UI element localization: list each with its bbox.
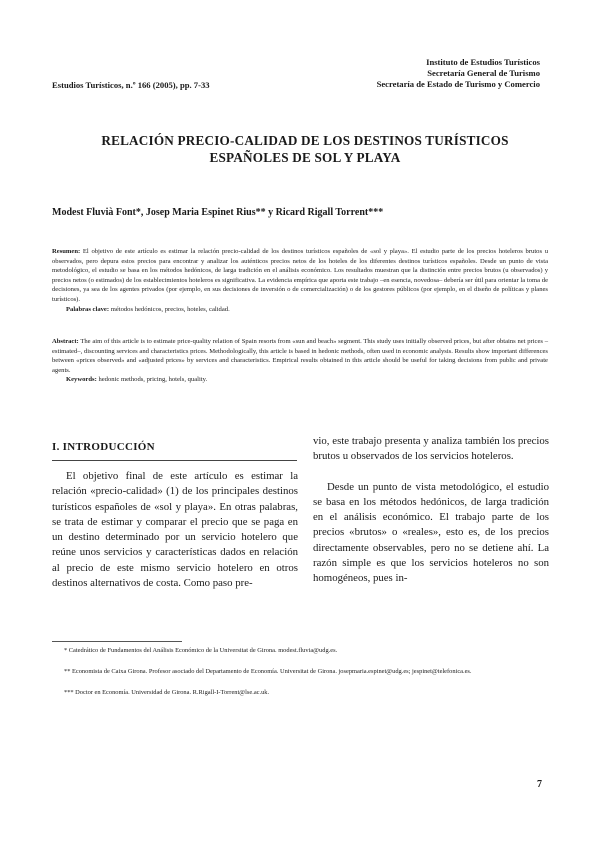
title-line: ESPAÑOLES DE SOL Y PLAYA <box>209 150 401 165</box>
publisher-line: Secretaría de Estado de Turismo y Comercio <box>376 79 540 90</box>
abstract-block <box>52 337 548 385</box>
publisher-line: Instituto de Estudios Turísticos <box>426 57 540 67</box>
body-paragraph: El objetivo final de este artículo es estimar la relación «precio-calidad» (1) de los principales destinos turísticos españoles de «sol y playa». En otras palabras, se trata de estimar y comparar el precio que se paga en un destino determinado por un servicio hotelero que reúne unos servicios y características dados en relación al precio de este mismo servicio hotelero en otros destinos alternativos de costa. Como paso pre- <box>52 470 298 590</box>
body-paragraph: Desde un punto de vista metodológico, el estudio se basa en los métodos hedónicos, de larga tradición en el análisis económico. El trabajo parte de los precios «brutos» o «reales», esto es, de los precios directamente observables, pero no se detiene ahí. La razón simple es que los servicios hoteleros no son homogéneos, pues in- <box>313 480 549 585</box>
publisher-block <box>377 57 540 91</box>
article-title <box>60 132 550 166</box>
body-column-left <box>52 469 298 591</box>
abstract-keywords-label: Keywords: <box>66 376 97 384</box>
section-rule <box>52 460 297 461</box>
footnote: ** Economista de Caixa Girona. Profesor asociado del Departamento de Economía. Universitat de Girona. josepmaria.espinet@udg.es; jespinet@telefonica.es. <box>64 668 472 675</box>
author-list: Modest Fluvià Font*, Josep Maria Espinet Rius** y Ricard Rigall Torrent*** <box>52 207 384 218</box>
resumen-keywords: métodos hedónicos, precios, hoteles, calidad. <box>110 305 230 313</box>
abstract-text: The aim of this article is to estimate price-quality relation of Spain resorts from «sun and beach» segment. This study uses initially observed prices, but after obtains net prices –estimated–, discounting services and characteristics prices. Methodologically, this article is based in hedonic methods, often used in economic analysis. Results show important differences between «prices observed» and «adjusted prices» by services and characteristics. Empirical results obtained in this article should be useful for taking decisions from public and private agents. <box>52 338 548 374</box>
abstract-keywords: hedonic methods, pricing, hotels, quality. <box>98 376 208 384</box>
title-line: RELACIÓN PRECIO-CALIDAD DE LOS DESTINOS TURÍSTICOS <box>101 133 509 148</box>
resumen-label: Resumen: <box>52 248 81 255</box>
footnotes <box>52 646 548 709</box>
journal-reference: Estudios Turísticos, n.º 166 (2005), pp. 7-33 <box>52 80 210 90</box>
section-heading: I. INTRODUCCIÓN <box>52 441 155 453</box>
resumen-text: El objetivo de este artículo es estimar la relación precio-calidad de los destinos turísticos españoles de «sol y playa». El estudio parte de los precios hoteleros brutos u observados, pero depura estos precios para encontrar y analizar los auténticos precios netos de los hoteles de los diferentes destinos turísticos españoles. Desde un punto de vista metodológico, el estudio se basa en los métodos hedónicos, de larga tradición en el análisis económico. Los resultados muestran que la distinción entre precios brutos (u observados) y precios netos (o estimados) de los establecimientos hoteleros es significativa. La evidencia empírica que aporta este trabajo –en esencia, novedosa– debería ser útil para orientar la toma de decisiones, ya sea de los agentes privados (por ejemplo, en sus decisiones de inversión o de comercialización) o de los gestores públicos (por ejemplo, en el diseño de políticas y planes turísticos). <box>52 248 548 303</box>
footnote: *** Doctor en Economía. Universidad de Girona. R.Rigall-I-Torrent@lse.ac.uk. <box>64 689 270 696</box>
publisher-line: Secretaría General de Turismo <box>427 68 540 79</box>
footnote: * Catedrático de Fundamentos del Análisis Económico de la Universitat de Girona. modest.fluvia@udg.es. <box>64 647 338 654</box>
body-paragraph: vio, este trabajo presenta y analiza también los precios brutos u observados de los servicios hoteleros. <box>313 435 549 463</box>
body-column-right <box>313 434 549 587</box>
page-number: 7 <box>537 779 542 790</box>
resumen-block <box>52 247 548 314</box>
abstract-label: Abstract: <box>52 338 79 345</box>
resumen-keywords-label: Palabras clave: <box>66 305 110 313</box>
footnote-rule <box>52 641 182 642</box>
